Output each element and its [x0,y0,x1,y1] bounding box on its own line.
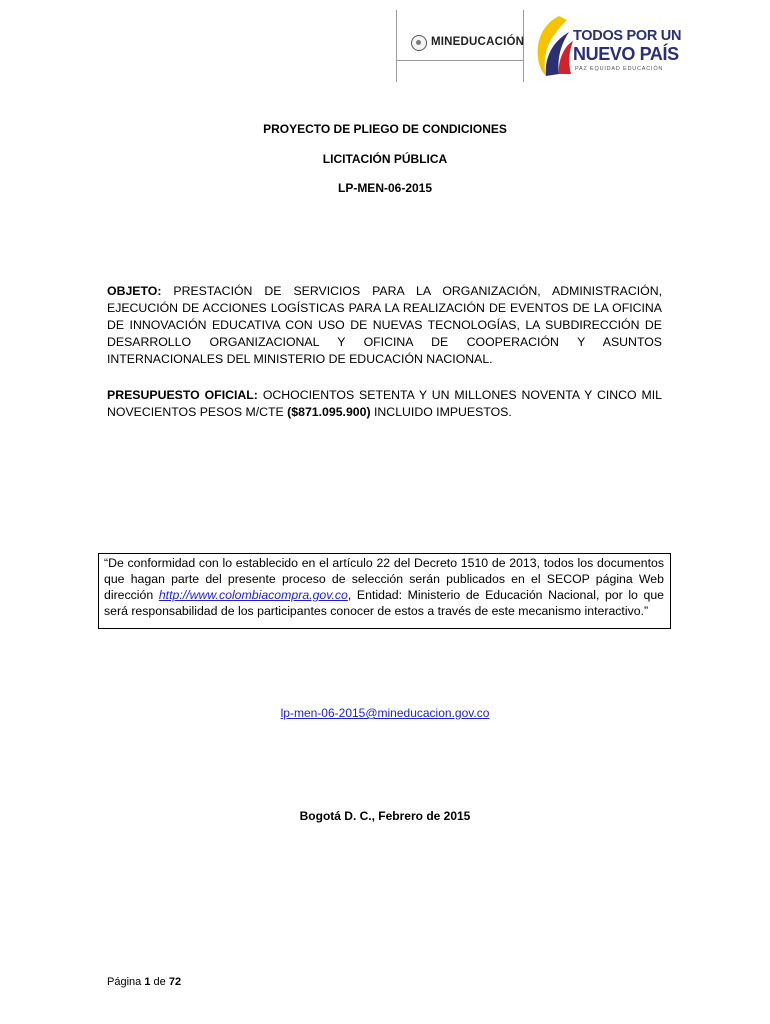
brand-tagline: PAZ EQUIDAD EDUCACIÓN [575,66,664,72]
total-pages: 72 [168,976,182,988]
brand-line-1: TODOS POR UN [573,28,682,44]
presupuesto-label: PRESUPUESTO OFICIAL: [107,388,258,402]
header-rule [397,60,523,61]
objeto-paragraph [107,283,662,368]
objeto-text: PRESTACIÓN DE SERVICIOS PARA LA ORGANIZACIÓN, ADMINISTRACIÓN, EJECUCIÓN DE ACCIONES LOGÍSTICAS PARA LA REALIZACIÓN DE EVENTOS DE LA OFICINA DE INNOVACIÓN EDUCATIVA CON USO DE NUEVAS TECNOLOGÍAS, LA SUBDIRECCIÓN DE DESARROLLO ORGANIZACIONAL Y OFICINA DE COOPERACIÓN Y ASUNTOS INTERNACIONALES DEL MINISTERIO DE EDUCACIÓN NACIONAL. [107,284,662,366]
presupuesto-text: OCHOCIENTOS SETENTA Y UN MILLONES NOVENTA Y CINCO MIL NOVECIENTOS PESOS M/CTE [107,388,662,419]
email-line [0,706,770,720]
page-word: Página [107,976,142,988]
page-number: 1 [144,976,151,988]
presupuesto-amount: ($871.095.900) [287,405,371,419]
of-word: de [153,976,166,988]
process-code: LP-MEN-06-2015 [337,181,433,195]
place-date: Bogotá D. C., Febrero de 2015 [299,809,471,823]
notice-text-after: , Entidad: Ministerio de Educación Nacional, por lo que será responsabilidad de los participantes conocer de estos a través de este mecanismo interactivo.” [104,588,664,618]
brand-line-2: NUEVO PAÍS [573,44,679,64]
coat-of-arms-icon [411,35,427,51]
document-title: PROYECTO DE PLIEGO DE CONDICIONES [263,122,507,136]
presupuesto-text-after: INCLUIDO IMPUESTOS. [370,405,512,419]
colombia-flag-swoosh-icon [533,14,575,78]
objeto-label: OBJETO: [107,284,162,298]
header-divider-left [396,10,397,82]
secop-notice-box [98,553,671,629]
presupuesto-paragraph [107,387,662,421]
colombiacompra-link[interactable]: http://www.colombiacompra.gov.co [158,588,348,602]
ministry-logo-text: MINEDUCACIÓN [431,36,525,48]
process-type: LICITACIÓN PÚBLICA [322,152,448,166]
notice-text: “De conformidad con lo establecido en el artículo 22 del Decreto 1510 de 2013, todos los documentos que hagan parte del presente proceso de selección serán publicados en el SECOP página Web dirección [104,556,664,602]
email-link[interactable]: lp-men-06-2015@mineducacion.gov.co [280,706,490,720]
page-footer [107,976,181,988]
